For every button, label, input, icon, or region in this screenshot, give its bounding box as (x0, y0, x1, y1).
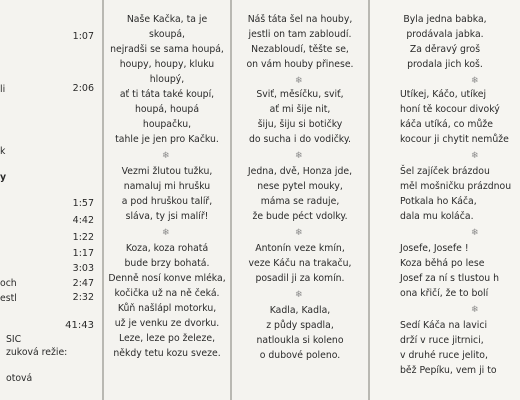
lyric-line: Josefe, Josefe ! (400, 243, 469, 254)
lyric-line: v druhé ruce jelito, (400, 350, 488, 361)
snowflake-separator-icon: ❄ (162, 151, 170, 161)
lyric-line: prodala jich koš. (407, 59, 483, 70)
lyric-line: posadil ji za komín. (255, 273, 345, 284)
lyric-line: namaluj mi hrušku (123, 181, 211, 192)
lyric-line: měl mošničku prázdnou (400, 181, 512, 192)
snowflake-separator-icon: ❄ (295, 76, 303, 86)
lyrics-column-1 (104, 0, 230, 400)
lyric-line: a pod hruškou talíř, (121, 196, 213, 207)
lyric-line: natloukla si koleno (256, 335, 344, 346)
lyrics-column-2 (232, 0, 368, 400)
track-duration: 2:06 (72, 83, 94, 94)
lyric-line: do sucha i do vodičky. (249, 134, 351, 145)
track-duration: 1:57 (72, 198, 94, 209)
lyric-line: sláva, ty jsi malíř! (125, 211, 209, 222)
lyric-line: bude brzy bohatá. (124, 258, 210, 269)
lyric-line: Denně nosí konve mléka, (108, 273, 226, 284)
cropped-track-title: k (0, 146, 6, 157)
lyric-line: Šel zajíček brázdou (400, 166, 490, 177)
lyric-line: šiju, šiju si botičky (257, 119, 343, 130)
lyric-line: Vezmi žlutou tužku, (121, 166, 213, 177)
lyric-line: z půdy spadla, (266, 320, 334, 331)
lyrics-column-3 (370, 0, 520, 400)
lyric-line: hloupý, (149, 74, 185, 85)
snowflake-separator-icon: ❄ (471, 228, 479, 238)
lyric-line: Potkala ho Káča, (400, 196, 477, 207)
lyric-line: už je venku ze dvorku. (114, 318, 220, 329)
lyric-line: Josef za ní s tlustou h (400, 273, 500, 284)
lyric-line: Náš táta šel na houby, (247, 14, 353, 25)
lyric-line: kocour ji chytit nemůže (400, 134, 509, 145)
lyric-line: Nezabloudí, těšte se, (251, 44, 349, 55)
track-duration: 4:42 (72, 215, 94, 226)
track-duration: 1:17 (72, 248, 94, 259)
lyric-line: veze Káču na trakaču, (248, 258, 352, 269)
track-duration: 3:03 (72, 263, 94, 274)
lyric-line: běž Pepíku, vem ji to (400, 365, 497, 376)
credits-text: SIC (6, 334, 22, 345)
lyric-line: Koza, koza rohatá (125, 243, 209, 254)
lyric-line: máma se raduje, (260, 196, 340, 207)
snowflake-separator-icon: ❄ (162, 228, 170, 238)
lyric-line: Byla jedna babka, (403, 14, 487, 25)
lyric-line: někdy tetu kozu sveze. (113, 348, 221, 359)
lyric-line: kočička už na ně čeká. (114, 288, 220, 299)
lyric-line: Jedna, dvě, Honza jde, (247, 166, 353, 177)
lyric-line: ať ti táta také koupí, (119, 89, 215, 100)
track-list-panel (0, 0, 102, 400)
lyric-line: houpá, houpá (134, 104, 200, 115)
cropped-track-title: och (0, 278, 17, 289)
lyric-line: káča utíká, co může (400, 119, 493, 130)
lyric-line: houpačku, (142, 119, 192, 130)
lyric-line: houpy, houpy, kluku (119, 59, 215, 70)
cropped-track-title: li (0, 84, 6, 95)
lyric-line: dala mu koláča. (400, 211, 474, 222)
lyric-line: Sedí Káča na lavici (400, 320, 488, 331)
lyric-line: Za děravý groš (409, 44, 481, 55)
credits-text: zuková režie: (6, 347, 68, 358)
snowflake-separator-icon: ❄ (471, 151, 479, 161)
lyric-line: tahle je jen pro Kačku. (115, 134, 219, 145)
lyric-line: že bude péct vdolky. (252, 211, 348, 222)
credits-text: otová (6, 373, 33, 384)
track-duration: 2:32 (72, 292, 94, 303)
lyric-line: skoupá, (148, 29, 186, 40)
lyric-line: Utíkej, Káčo, utíkej (400, 89, 487, 100)
lyric-line: Kadla, Kadla, (269, 305, 331, 316)
lyric-line: on vám houby přinese. (246, 59, 354, 70)
lyric-line: ať mi šije nit, (269, 104, 331, 115)
lyric-line: Leze, leze po železe, (118, 333, 216, 344)
snowflake-separator-icon: ❄ (471, 76, 479, 86)
lyric-line: nese pytel mouky, (257, 181, 343, 192)
track-duration: 1:22 (72, 232, 94, 243)
lyric-line: Koza běhá po lese (400, 258, 485, 269)
lyric-line: Antonín veze kmín, (255, 243, 345, 254)
lyric-line: Naše Kačka, ta je (126, 14, 208, 25)
lyric-line: Kůň našlápl motorku, (117, 303, 217, 314)
total-duration: 41:43 (65, 320, 94, 331)
cropped-track-title: estl (0, 293, 17, 304)
lyric-line: o dubové poleno. (259, 350, 341, 361)
lyric-line: drží v ruce jitrnici, (400, 335, 484, 346)
snowflake-separator-icon: ❄ (295, 228, 303, 238)
cropped-track-title: y (0, 172, 7, 183)
snowflake-separator-icon: ❄ (471, 305, 479, 315)
lyric-line: prodávala jabka. (406, 29, 484, 40)
lyric-line: honí tě kocour divoký (400, 104, 500, 115)
lyric-line: jestli on tam zabloudí. (248, 29, 352, 40)
track-duration: 2:47 (72, 278, 94, 289)
track-duration: 1:07 (72, 31, 94, 42)
snowflake-separator-icon: ❄ (295, 290, 303, 300)
snowflake-separator-icon: ❄ (295, 151, 303, 161)
lyric-line: nejradši se sama houpá, (110, 44, 224, 55)
lyric-line: ona křičí, že to bolí (400, 288, 489, 299)
lyric-line: Sviť, měsíčku, sviť, (256, 89, 344, 100)
